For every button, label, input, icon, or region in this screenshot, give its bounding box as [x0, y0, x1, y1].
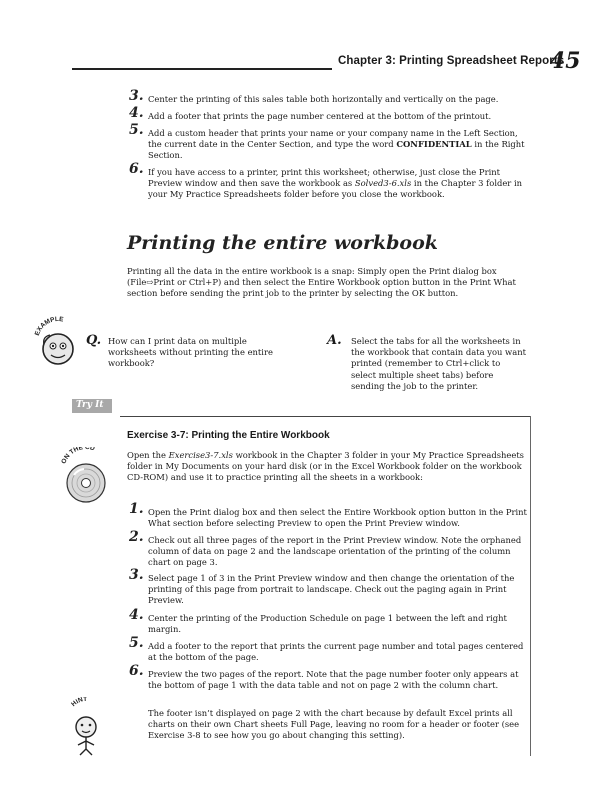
- question-text: How can I print data on multiple worksheets without printing the entire workbook?: [108, 336, 273, 369]
- list-item: [129, 122, 530, 162]
- step-text: Select page 1 of 3 in the Print Preview window and then change the orientation of the printing of this page from portrait to landscape. Check out the paging again in Print Preview.: [148, 573, 515, 606]
- step-text: If you have access to a printer, print this worksheet; otherwise, just close the Print Preview window and then save the workbook as Solved3-6.xls in the Chapter 3 folder in your My Practice Spreadsheets folder before you close the workbook.: [148, 167, 523, 200]
- try-it-label: Try It: [76, 400, 104, 410]
- step-number: 6.: [129, 663, 144, 679]
- question-label: Q.: [86, 333, 102, 348]
- list-item: [129, 501, 530, 529]
- step-text: Add a custom header that prints your name or your company name in the Left Section, the current date in the Center Section, and type the word CONFIDENTIAL in the Right Section.: [148, 128, 525, 161]
- section-paragraph: Printing all the data in the entire workbook is a snap: Simply open the Print dialog box (File⇨Print or Ctrl+P) and then select the Entire Workbook option button in the Print What section before sending the print job to the printer by selecting the OK button.: [127, 266, 516, 299]
- list-item: [129, 635, 530, 663]
- hint-icon: [62, 697, 110, 761]
- section-heading: Printing the entire workbook: [127, 232, 438, 254]
- svg-text:EXAMPLE: EXAMPLE: [33, 315, 64, 337]
- list-item: [129, 607, 530, 635]
- step-number: 1.: [129, 501, 144, 517]
- step-number: 3.: [129, 88, 144, 104]
- hint-text: The footer isn’t displayed on page 2 with the chart because by default Excel prints all charts on their own Chart sheets Full Page, leaving no room for a header or footer (see Exercise 3-8 to see how you go about changing this setting).: [148, 708, 520, 741]
- step-number: 6.: [129, 161, 144, 177]
- step-number: 4.: [129, 105, 144, 121]
- list-item: [129, 161, 530, 201]
- step-text: Preview the two pages of the report. Note that the page number footer only appears at the bottom of page 1 with the data table and not on page 2 with the column chart.: [148, 669, 519, 691]
- exercise-intro: Open the Exercise3-7.xls workbook in the Chapter 3 folder in your My Practice Spreadsheets folder in My Documents on your hard disk (or in the Excel Workbook folder on the workbook CD-ROM) and use it to practice printing all the sheets in a workbook:: [127, 450, 524, 483]
- step-text: Add a footer that prints the page number centered at the bottom of the printout.: [148, 111, 492, 121]
- exercise-rule-top: [120, 416, 530, 417]
- step-number: 2.: [129, 529, 144, 545]
- answer-text: Select the tabs for all the worksheets in the workbook that contain data you want printed (remember to Ctrl+click to select multiple sheet tabs) before sending the job to the printer.: [351, 336, 526, 391]
- svg-text:HINT: HINT: [70, 697, 88, 709]
- page-number: 45: [550, 48, 581, 74]
- list-item: [129, 105, 530, 122]
- exercise-rule-side: [530, 416, 531, 756]
- header-rule: [72, 68, 332, 70]
- chapter-title: Chapter 3: Printing Spreadsheet Reports: [338, 55, 565, 67]
- list-item: [129, 663, 530, 691]
- step-text: Open the Print dialog box and then select the Entire Workbook option button in the Print What section before selecting Preview to open the Print Preview window.: [148, 507, 527, 529]
- step-number: 5.: [129, 122, 144, 138]
- step-text: Add a footer to the report that prints the current page number and total pages centered at the bottom of the page.: [148, 641, 524, 663]
- list-item: [129, 529, 530, 569]
- step-text: Check out all three pages of the report in the Print Preview window. Note the orphaned column of data on page 2 and the landscape orientation of the printing of the column chart on page 3.: [148, 535, 522, 568]
- step-number: 5.: [129, 635, 144, 651]
- example-icon: [30, 315, 86, 375]
- step-number: 4.: [129, 607, 144, 623]
- exercise-title: Exercise 3-7: Printing the Entire Workbook: [127, 430, 330, 441]
- step-number: 3.: [129, 567, 144, 583]
- list-item: [129, 567, 530, 607]
- answer-label: A.: [327, 333, 342, 348]
- step-text: Center the printing of the Production Schedule on page 1 between the left and right margin.: [148, 613, 507, 635]
- step-text: Center the printing of this sales table both horizontally and vertically on the page.: [148, 94, 499, 104]
- cd-icon: [60, 447, 112, 511]
- svg-text:ON THE CD: ON THE CD: [60, 447, 96, 465]
- list-item: [129, 88, 530, 105]
